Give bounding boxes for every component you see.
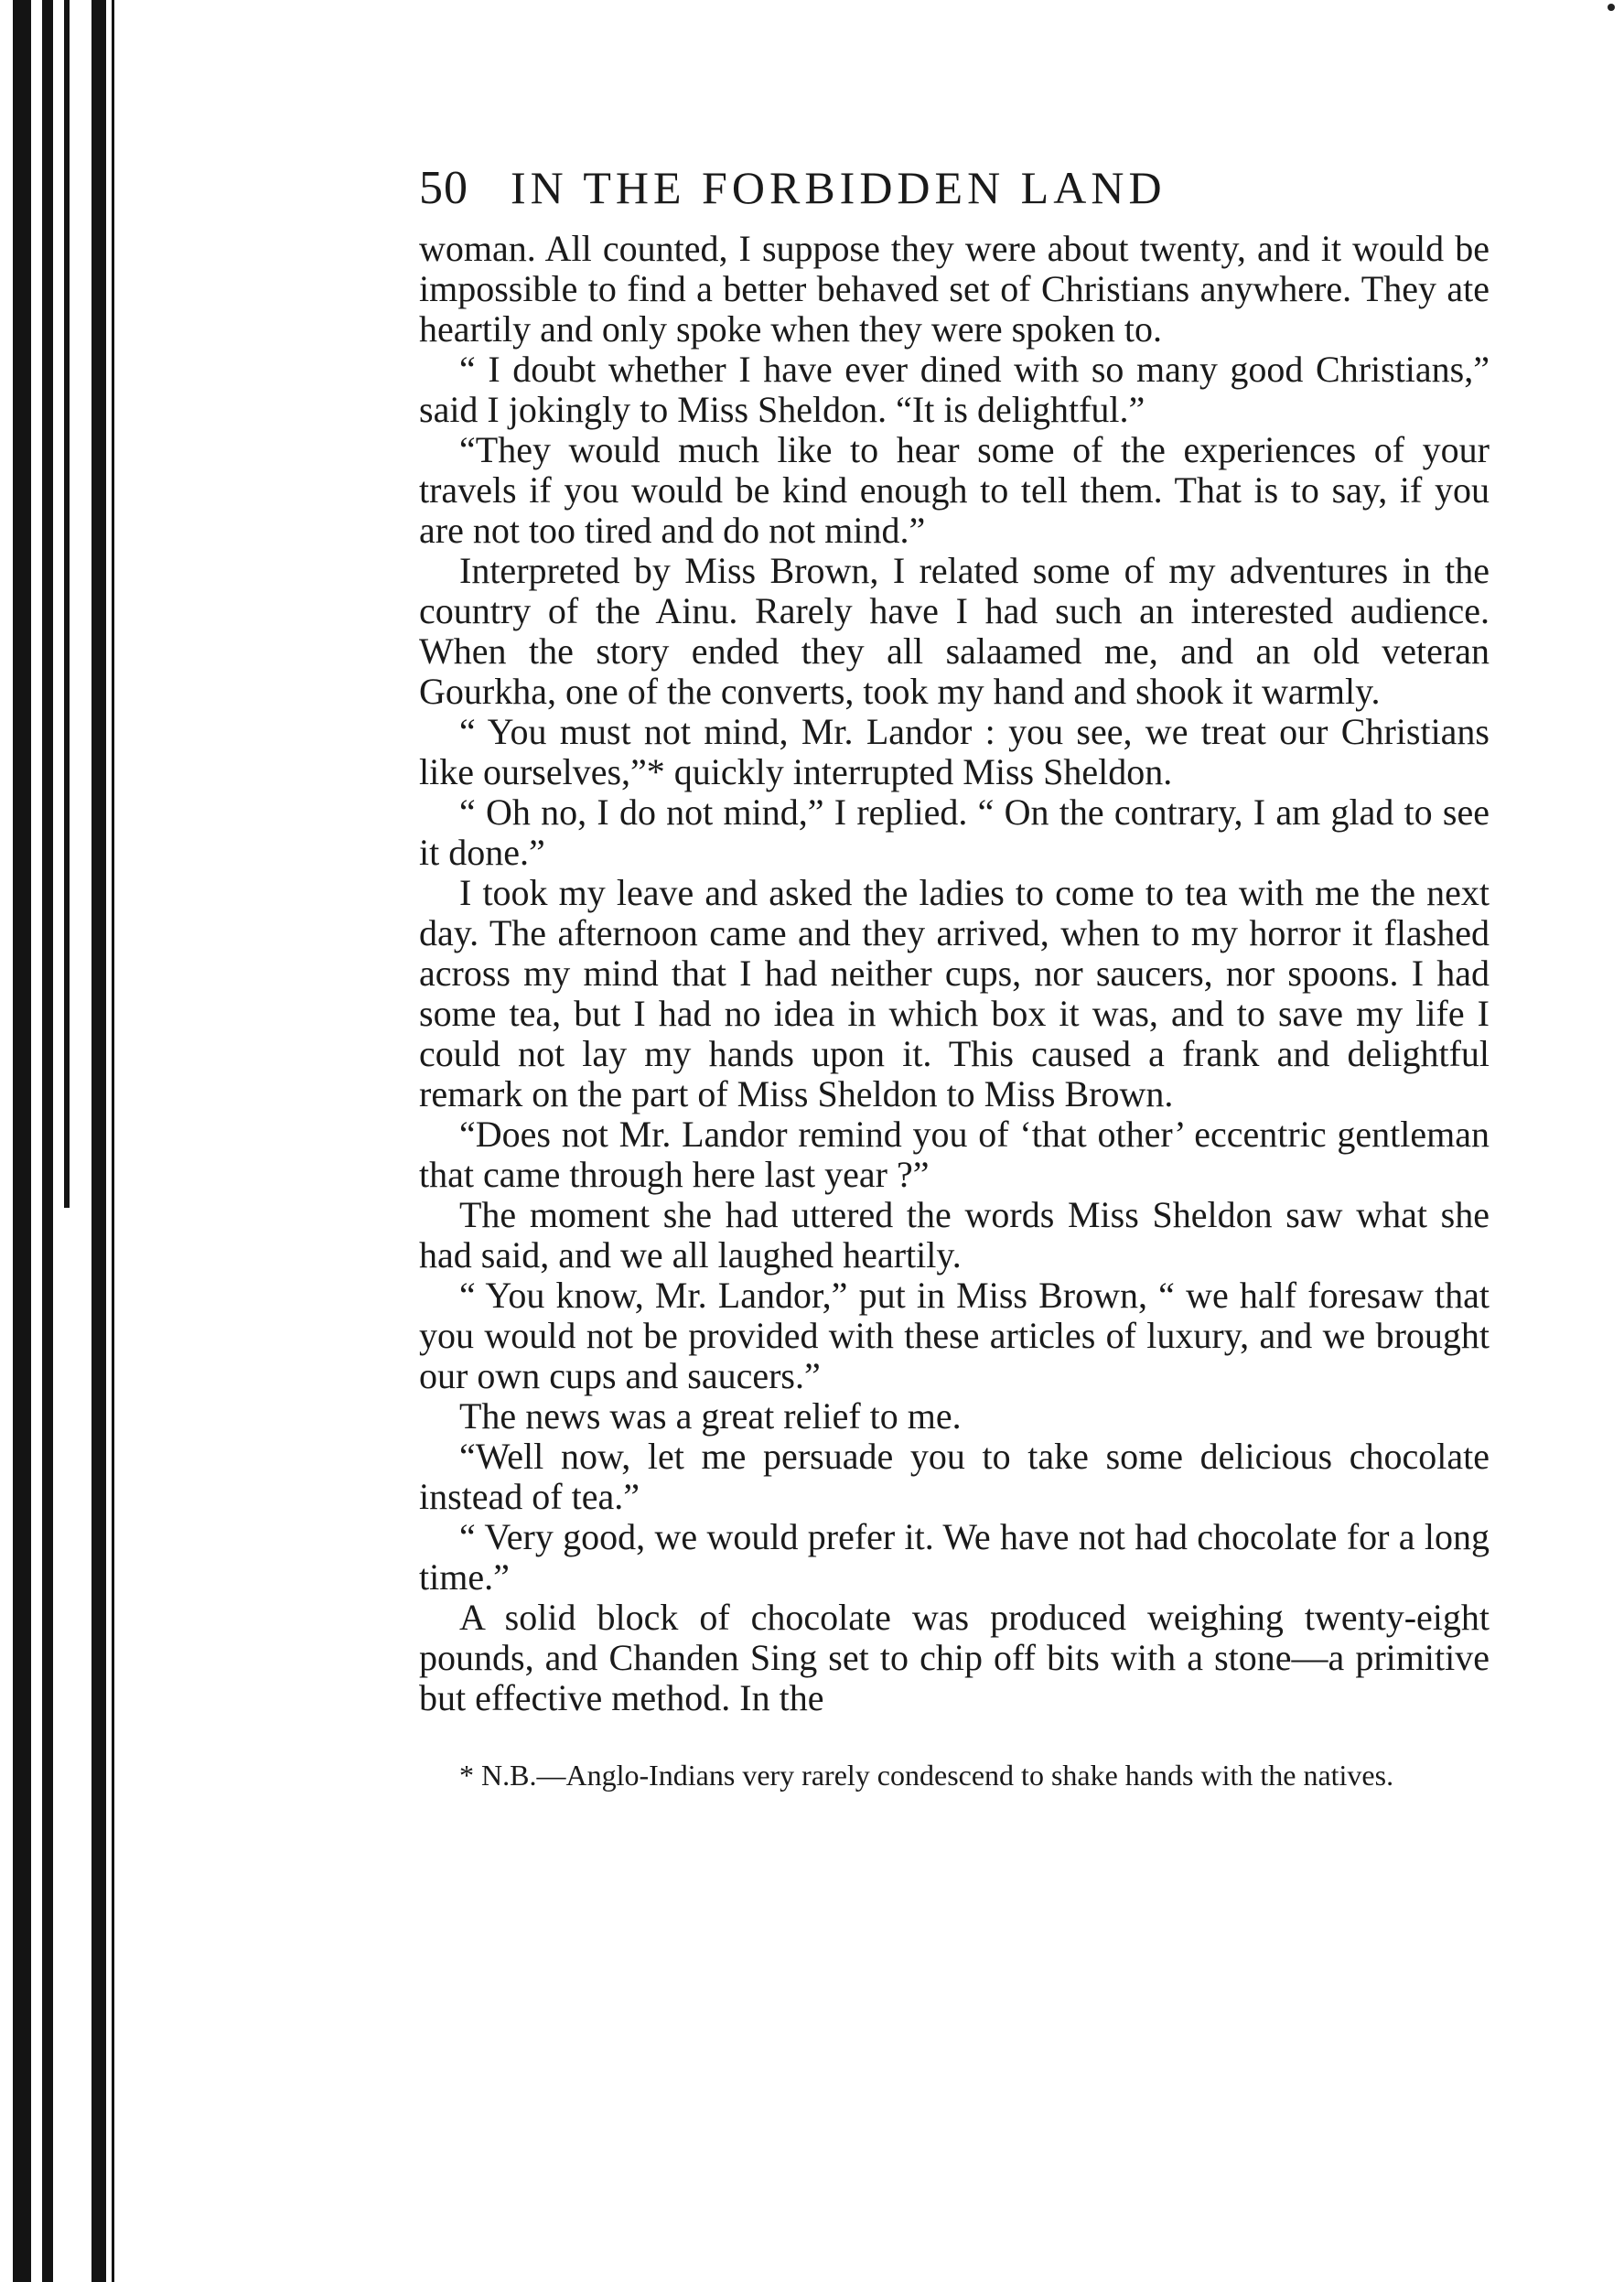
scan-speck <box>1608 4 1615 11</box>
paragraph: “ I doubt whether I have ever dined with so many good Christians,” said I jokingly to Miss Sheldon. “It is delightful.” <box>419 349 1490 430</box>
paragraph: I took my leave and asked the ladies to come to tea with me the next day. The afternoon came and they arrived, when to my horror it flashed across my mind that I had neither cups, nor saucers, nor spoons. I had some tea, but I had no idea in which box it was, and to save my life I could not lay my hands upon it. This caused a frank and delightful remark on the part of Miss Sheldon to Miss Brown. <box>419 872 1490 1114</box>
paragraph: woman. All counted, I suppose they were about twenty, and it would be impossible to find a better behaved set of Christians anywhere. They ate heartily and only spoke when they were spoken to. <box>419 228 1490 350</box>
paragraph: The news was a great relief to me. <box>459 1395 962 1437</box>
binding-shadow-bar <box>112 0 114 2282</box>
footnote-text: * N.B.—Anglo-Indians very rarely condescend to shake hands with the natives. <box>459 1759 1394 1792</box>
binding-shadow-bar <box>42 0 53 2282</box>
paragraph: “ You must not mind, Mr. Landor : you see, we treat our Christians like ourselves,”* quickly interrupted Miss Sheldon. <box>419 711 1490 792</box>
paragraph: “ Oh no, I do not mind,” I replied. “ On the contrary, I am glad to see it done.” <box>419 791 1490 873</box>
binding-shadow-bar <box>13 0 31 2282</box>
paragraph: “Does not Mr. Landor remind you of ‘that other’ eccentric gentleman that came through here last year ?” <box>419 1114 1490 1195</box>
paragraph: “ Very good, we would prefer it. We have not had chocolate for a long time.” <box>419 1516 1490 1598</box>
running-head <box>419 161 1490 216</box>
footnote <box>419 1759 1490 1792</box>
paragraph: “Well now, let me persuade you to take some delicious chocolate instead of tea.” <box>419 1436 1490 1517</box>
paragraph: The moment she had uttered the words Miss Sheldon saw what she had said, and we all laughed heartily. <box>419 1194 1490 1276</box>
paragraph: “ You know, Mr. Landor,” put in Miss Brown, “ we half foresaw that you would not be provided with these articles of luxury, and we brought our own cups and saucers.” <box>419 1275 1490 1396</box>
paragraph: “They would much like to hear some of the experiences of your travels if you would be kind enough to tell them. That is to say, if you are not too tired and do not mind.” <box>419 429 1490 551</box>
page-number: 50 <box>419 162 468 214</box>
paragraph: Interpreted by Miss Brown, I related some of my adventures in the country of the Ainu. Rarely have I had such an interested audience. When the story ended they all salaamed me, and an old veteran Gourkha, one of the converts, took my hand and shook it warmly. <box>419 550 1490 712</box>
book-page <box>419 161 1490 1792</box>
binding-shadow-bar <box>64 0 70 1208</box>
running-title: IN THE FORBIDDEN LAND <box>511 162 1167 213</box>
paragraph: A solid block of chocolate was produced weighing twenty-eight pounds, and Chanden Sing set to chip off bits with a stone—a primitive but effective method. In the <box>419 1597 1490 1718</box>
binding-shadow-bar <box>91 0 106 2282</box>
body-text <box>419 229 1490 1718</box>
page-binding-edge <box>0 0 119 2282</box>
